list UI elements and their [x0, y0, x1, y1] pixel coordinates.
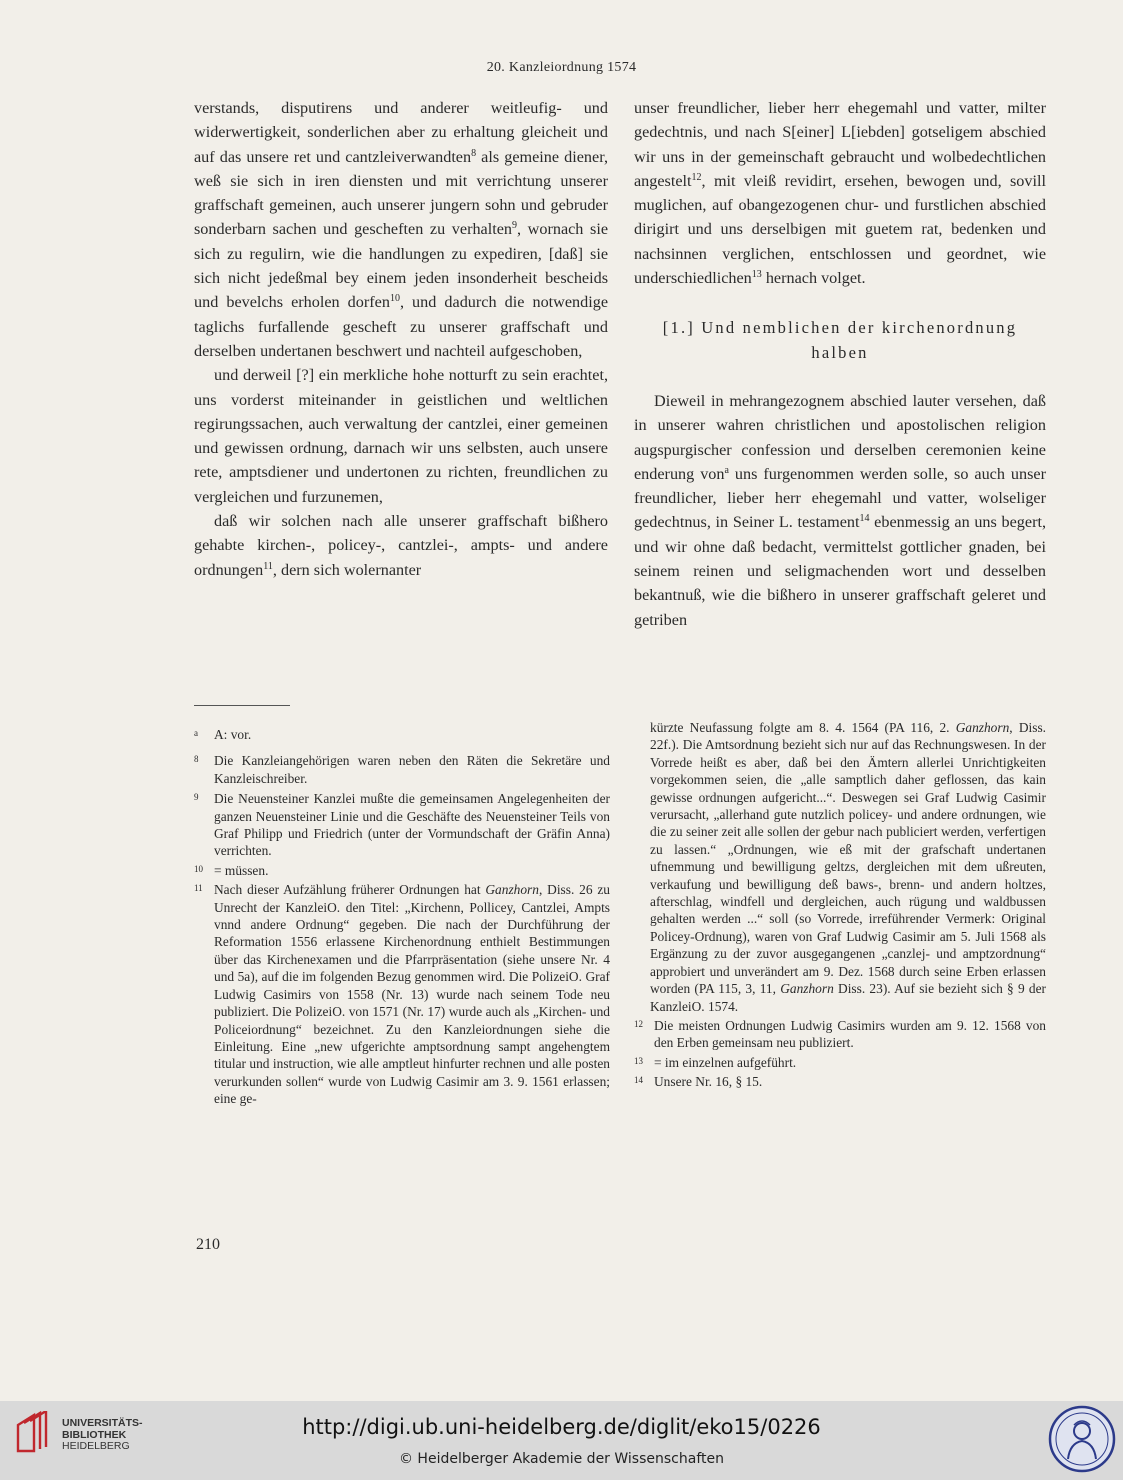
footnote-mark: 11 [194, 883, 203, 894]
footnote-mark: a [194, 728, 198, 738]
footnote-ref[interactable]: 10 [389, 293, 400, 305]
viewer-footer [0, 1401, 1123, 1480]
copyright-notice: © Heidelberger Akademie der Wissenschaften [398, 1451, 724, 1467]
footnote: 11 Nach dieser Aufzählung früherer Ordnungen hat Ganzhorn, Diss. 26 zu Unrecht der KanzleiO. den Titel: „Kirchenn, Pollicey, Cantzlei, Ampts vnnd andere Ordnung“ gegeben. Die nach der Durchführung der Reformation 1556 erlassene Kirchenordnung enthielt Bestimmungen über das Kirchenexamen und die Pfarrpräsentation (siehe unsere Nr. 4 und 5a), auf die im folgenden Bezug genommen wird. Die PolizeiO. Graf Ludwig Casimirs von 1558 (Nr. 13) wurde nach seinem Tode neu publiziert. Die PolizeiO. von 1571 (Nr. 17) wurde auch als „Kirchen- und Policeiordnung“ bezeichnet. Zu den Kanzleiordnungen siehe die Einleitung. Eine „new ufgerichte amptsordnung sampt angehengtem titular und instruction, wie alle amptleut hinfurter rechnen und alle posten verurkunden sollen“ wurde von Ludwig Casimir am 3. 9. 1561 erlassen; eine ge- [194, 882, 610, 1107]
paragraph: daß wir solchen nach alle unserer graffschaft bißhero gehabte kirchen-, policey-, cantzlei-, ampts- und andere ordnungen$^{11}$, dern sich wolernanter [194, 512, 608, 579]
footnote: 9 Die Neuensteiner Kanzlei mußte die gemeinsamen Angelegenheiten der ganzen Neuensteiner Linie und die Geschäfte des Neuensteiner Teils von Graf Philipp und Friedrich (unter der Vormundschaft der Gräfin Anna) verrichten. [194, 791, 610, 859]
footnote-mark: 12 [634, 1018, 643, 1029]
footnote: 10 = müssen. [194, 862, 269, 878]
footnote: a A: vor. [194, 727, 252, 742]
library-name: UNIVERSITÄTS- BIBLIOTHEK HEIDELBERG [62, 1417, 143, 1452]
footnote-mark: 14 [634, 1075, 643, 1086]
main-text-right-column [634, 96, 1046, 632]
footnotes-right [634, 719, 1046, 1091]
footnotes-left [194, 726, 610, 1108]
footnote-ref[interactable]: 13 [751, 269, 762, 281]
footnote-mark: 13 [634, 1055, 643, 1066]
footnote: 13 = im einzelnen aufgeführt. [634, 1054, 797, 1070]
heidelberg-seal-icon [1048, 1405, 1116, 1473]
paragraph: unser freundlicher, lieber herr ehegemahl und vatter, milter gedechtnis, und nach S[einer] L[iebden] gotseligem abschied wir uns in der gemeinschaft gebraucht und wolbedechtlichen angestelt$^{12}$, mit vleiß revidirt, ersehen, bewogen und, sovill muglichen, auf obangezogenen chur- und furstlichen abschied dirigirt und uns derselbigen mit guetem rat, bedenken und nachsinnen verglichen, entschlossen und geordnet, wie underschiedlichen$^{13}$ hernach volget. [634, 99, 1046, 288]
paragraph: verstands, disputirens und anderer weitleufig- und widerwertigkeit, sonderlichen aber zu erhaltung gleicheit und auf das unsere ret und cantzleiverwandten$^8$ als gemeine diener, weß sie sich in iren diensten und mit verrichtung unserer graffschaft gemeinen, auch unserer jungern sohn und gebruder sonderbarn sachen und gescheften zu verhalten$^9$, wornach sie sich zu regulirn, wie die handlungen zu expediren, [daß] sie sich nicht jedeßmal bey einem jeden insonderheit bescheids und bevelchs erholen dorfen$^{10}$, und dadurch die notwendige taglichs furfallende gescheft zu unserer graffschaft und derselben undertanen beschwert und nachteil aufgeschoben, [194, 99, 609, 360]
footnote: 14 Unsere Nr. 16, § 15. [634, 1074, 763, 1090]
footnote-ref[interactable]: 11 [263, 560, 273, 572]
footnote-divider [194, 705, 290, 706]
footnote-continuation: kürzte Neufassung folgte am 8. 4. 1564 (PA 116, 2. Ganzhorn, Diss. 22f.). Die Amtsordnung bezieht sich nur auf das Rechnungswesen. In der Vorrede heißt es aber, daß bei den Ämtern allerlei Unrichtigkeiten vorgekommen seien, die „alle samptlich daher geflossen, das kain gewisse ordnungen aufgericht...“. Deswegen sei Graf Ludwig Casimir verursacht, „allerhand gute nutzlich policey- und andere ordnungen, wie die zu seiner zeit alle sollen der gebur nach publiciert werden, verfertigen zu lassen.“ „Ordnungen, wie eß mit der grafschaft undertanen ufnemmung und bewilligung geltzs, dergleichen mit dem ußreuten, verkaufung und bewilligung deß baws-, brenn- und andern holtzes, afterschlag, windfell und dergleichen, auch rügung und waldbussen gehalten werden ...“ soll (so Vorrede, irreführender Vermerk: Original Policey-Ordnung), waren von Graf Ludwig Casimir am 5. Juli 1568 als Ergänzung zu der zuvor ausgegangenen „canzlej- und amptzordnung“ approbiert und unverändert am 9. Dez. 1568 durch seine Erben erlassen worden (PA 115, 3, 11, Ganzhorn Diss. 23). Auf sie bezieht sich § 9 der KanzleiO. 1574. [650, 720, 1047, 1014]
footnote-ref[interactable]: a [724, 464, 729, 476]
footnote-mark: 8 [194, 754, 199, 765]
main-text-left-column [194, 96, 608, 582]
footnote-ref[interactable]: 9 [512, 220, 518, 232]
footnote: 12 Die meisten Ordnungen Ludwig Casimirs wurden am 9. 12. 1568 von den Erben gemeinsam neu publiziert. [634, 1017, 1046, 1051]
footnote-mark: 10 [194, 863, 203, 874]
page-header: 20. Kanzleiordnung 1574 [486, 60, 637, 75]
paragraph: und derweil [?] ein merkliche hohe notturft zu sein erachtet, uns vorderst miteinander in geistlichen und weltlichen regirungssachen, auch verwaltung der cantzlei, einer gemeinen und gewissen ordnung, darnach wir uns selbsten, auch unsere rete, amptsdiener und undertonen zu richten, freundlichen zu vergleichen und furzunemen, [194, 366, 608, 506]
permalink-url[interactable]: http://digi.ub.uni-heidelberg.de/diglit/eko15/0226 [302, 1415, 821, 1439]
footnote-ref[interactable]: 12 [691, 171, 702, 183]
footnote: 8 Die Kanzleiangehörigen waren neben den Räten die Sekretäre und Kanzleischreiber. [194, 753, 610, 786]
footnote-ref[interactable]: 8 [471, 147, 477, 159]
footnote-mark: 9 [194, 792, 199, 803]
page-number: 210 [196, 1236, 220, 1253]
section-heading: [1.] Und nemblichen der kirchenordnung halben [662, 318, 1018, 362]
paragraph: Dieweil in mehrangezognem abschied lauter versehen, daß in unserer wahren christlichen und apostolischen religion augspurgischer confession und derselben ceremonien keine enderung von$^a$ uns furgenommen werden solle, so auch unser freundlicher, lieber herr ehegemahl und vatter, wolseliger gedechtnus, in Seiner L. testament$^{14}$ ebenmessig an uns begert, und wir ohne daß bedacht, vermittelst gottlicher gnaden, bei seinem reinen und seligmachenden wort und desselben bekantnuß, wie die bißhero in unserer graffschaft geleret und getriben [634, 391, 1046, 629]
footnote-ref[interactable]: 14 [859, 513, 870, 525]
